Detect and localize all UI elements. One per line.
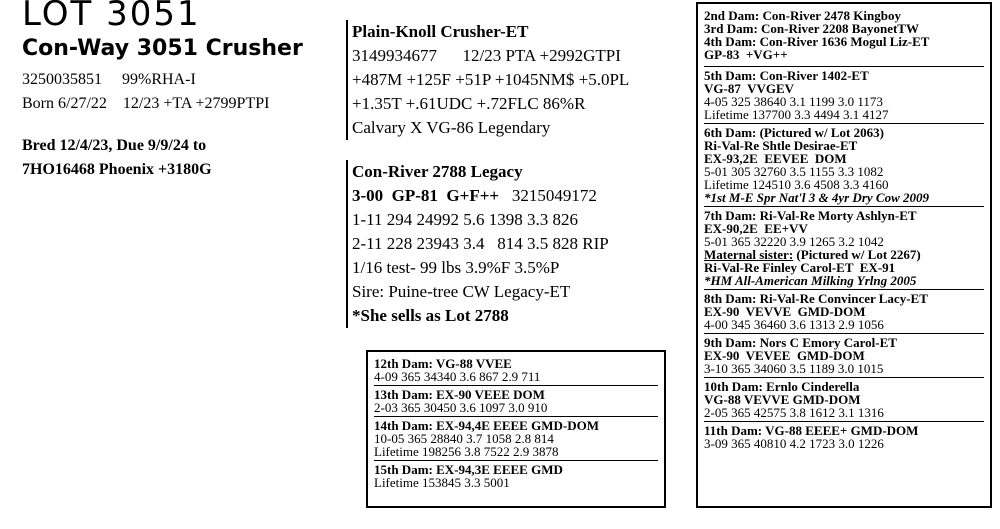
- dam-entry-15: [374, 460, 658, 491]
- registration-line: 3250035851 99%RHA-I: [22, 71, 196, 88]
- dam-entry-record: 3-10 365 34060 3.5 1189 3.0 1015: [704, 361, 884, 376]
- dam-entry-title: 6th Dam: (Pictured w/ Lot 2063): [704, 125, 884, 140]
- sire-line: +487M +125F +51P +1045NM$ +5.0PL: [352, 70, 630, 89]
- sire-line: +1.35T +.61UDC +.72FLC 86%R: [352, 94, 586, 113]
- dam-sire: Sire: Puine-tree CW Legacy-ET: [352, 282, 571, 301]
- dam-classification: 3-00 GP-81 G+F++: [352, 186, 500, 205]
- dam-entry-8: [704, 289, 984, 333]
- lot-title: LOT 3051: [22, 0, 201, 34]
- dam-entry-title: 13th Dam: EX-90 VEEE DOM: [374, 387, 545, 402]
- dam-record: 1-11 294 24992 5.6 1398 3.3 826: [352, 210, 579, 229]
- sire-name: Plain-Knoll Crusher-ET: [352, 22, 529, 41]
- dam-entry-class: EX-90,2E EE+VV: [704, 221, 808, 236]
- dam-entry-class: EX-90 VEVEE GMD-DOM: [704, 348, 865, 363]
- dam-entry-class: GP-83 +VG++: [704, 47, 788, 62]
- dam-entry-record: 2-03 365 30450 3.6 1097 3.0 910: [374, 400, 548, 415]
- maternal-sister-pictured: (Pictured w/ Lot 2267): [793, 247, 921, 262]
- right-pedigree-box: [696, 2, 992, 508]
- dam-entry-title: 4th Dam: Con-River 1636 Mogul Liz-ET: [704, 34, 930, 49]
- dam-entry-title: 3rd Dam: Con-River 2208 BayonetTW: [704, 21, 919, 36]
- dam-entry-title: 14th Dam: EX-94,4E EEEE GMD-DOM: [374, 418, 599, 433]
- dam-entry-record: 3-09 365 40810 4.2 1723 3.0 1226: [704, 436, 884, 451]
- dam-entry-title: 11th Dam: VG-88 EEEE+ GMD-DOM: [704, 423, 919, 438]
- dam-entry-title: 9th Dam: Nors C Emory Carol-ET: [704, 335, 897, 350]
- breeding-info: [22, 134, 212, 182]
- dam-entry-note: *1st M-E Spr Nat'l 3 & 4yr Dry Cow 2009: [704, 190, 929, 205]
- dam-entry-11: [704, 421, 984, 452]
- dam-entry-title: 12th Dam: VG-88 VVEE: [374, 356, 512, 371]
- dam-entry-class: VG-87 VVGEV: [704, 81, 795, 96]
- dam-entry-6: [704, 123, 984, 206]
- dam-entry-record: 4-05 325 38640 3.1 1199 3.0 1173: [704, 94, 883, 109]
- animal-name: Con-Way 3051 Crusher: [22, 36, 303, 61]
- maternal-sister-name: Ri-Val-Re Finley Carol-ET EX-91: [704, 260, 896, 275]
- dam-entry-record: 4-00 345 36460 3.6 1313 2.9 1056: [704, 317, 884, 332]
- born-line: Born 6/27/22 12/23 +TA +2799PTPI: [22, 95, 270, 112]
- dam-entry-5: [704, 66, 984, 123]
- dam-reg-number: 3215049172: [499, 186, 597, 205]
- dam-entry-title: 5th Dam: Con-River 1402-ET: [704, 68, 869, 83]
- dam-record: 1/16 test- 99 lbs 3.9%F 3.5%P: [352, 258, 560, 277]
- maternal-sister-label: Maternal sister:: [704, 247, 794, 262]
- dam-entry-13: [374, 385, 658, 416]
- dam-entry-record: 5-01 365 32220 3.9 1265 3.2 1042: [704, 234, 884, 249]
- dam-entry-lifetime: Lifetime 198256 3.8 7522 2.9 3878: [374, 444, 559, 459]
- bred-line-1: Bred 12/4/23, Due 9/9/24 to: [22, 137, 207, 154]
- dam-entry-title: 7th Dam: Ri-Val-Re Morty Ashlyn-ET: [704, 208, 917, 223]
- sire-line: Calvary X VG-86 Legendary: [352, 118, 551, 137]
- sire-block: [346, 20, 629, 140]
- dam-entry-7: [704, 206, 984, 289]
- dam-block: [346, 160, 609, 328]
- dam-entry-class: EX-93,2E EEVEE DOM: [704, 151, 847, 166]
- bred-line-2: 7HO16468 Phoenix +3180G: [22, 161, 212, 178]
- lower-pedigree-box: [366, 350, 666, 508]
- dam-record: 2-11 228 23943 3.4 814 3.5 828 RIP: [352, 234, 609, 253]
- dam-entry-lifetime: Lifetime 153845 3.3 5001: [374, 475, 510, 490]
- dam-entry-10: [704, 377, 984, 421]
- dam-entry-title: 2nd Dam: Con-River 2478 Kingboy: [704, 8, 901, 23]
- dam-entry-name: Ri-Val-Re Shtle Desirae-ET: [704, 138, 858, 153]
- dam-entry-title: 10th Dam: Ernlo Cinderella: [704, 379, 860, 394]
- dam-entry-title: 15th Dam: EX-94,3E EEEE GMD: [374, 462, 563, 477]
- dam-class-line: [352, 184, 609, 208]
- dam-entry-class: VG-88 VEVVE GMD-DOM: [704, 392, 861, 407]
- dam-entry-lifetime: Lifetime 137700 3.3 4494 3.1 4127: [704, 107, 889, 122]
- dam-entry-record: 4-09 365 34340 3.6 867 2.9 711: [374, 369, 541, 384]
- dam-entry-lifetime: Lifetime 124510 3.6 4508 3.3 4160: [704, 177, 889, 192]
- dam-entry-12: [374, 355, 658, 385]
- dam-entry-title: 8th Dam: Ri-Val-Re Convincer Lacy-ET: [704, 291, 928, 306]
- dam-entry-record: 2-05 365 42575 3.8 1612 3.1 1316: [704, 405, 884, 420]
- dam-entry-2-4: [704, 7, 984, 63]
- dam-name: Con-River 2788 Legacy: [352, 162, 523, 181]
- animal-info: [22, 68, 269, 116]
- dam-entry-record: 10-05 365 28840 3.7 1058 2.8 814: [374, 431, 554, 446]
- dam-note: *She sells as Lot 2788: [352, 306, 509, 325]
- dam-entry-class: EX-90 VEVVE GMD-DOM: [704, 304, 866, 319]
- dam-entry-14: [374, 416, 658, 460]
- maternal-sister-note: *HM All-American Milking Yrlng 2005: [704, 273, 917, 288]
- dam-entry-record: 5-01 305 32760 3.5 1155 3.3 1082: [704, 164, 884, 179]
- dam-entry-9: [704, 333, 984, 377]
- sire-line: 3149934677 12/23 PTA +2992GTPI: [352, 46, 621, 65]
